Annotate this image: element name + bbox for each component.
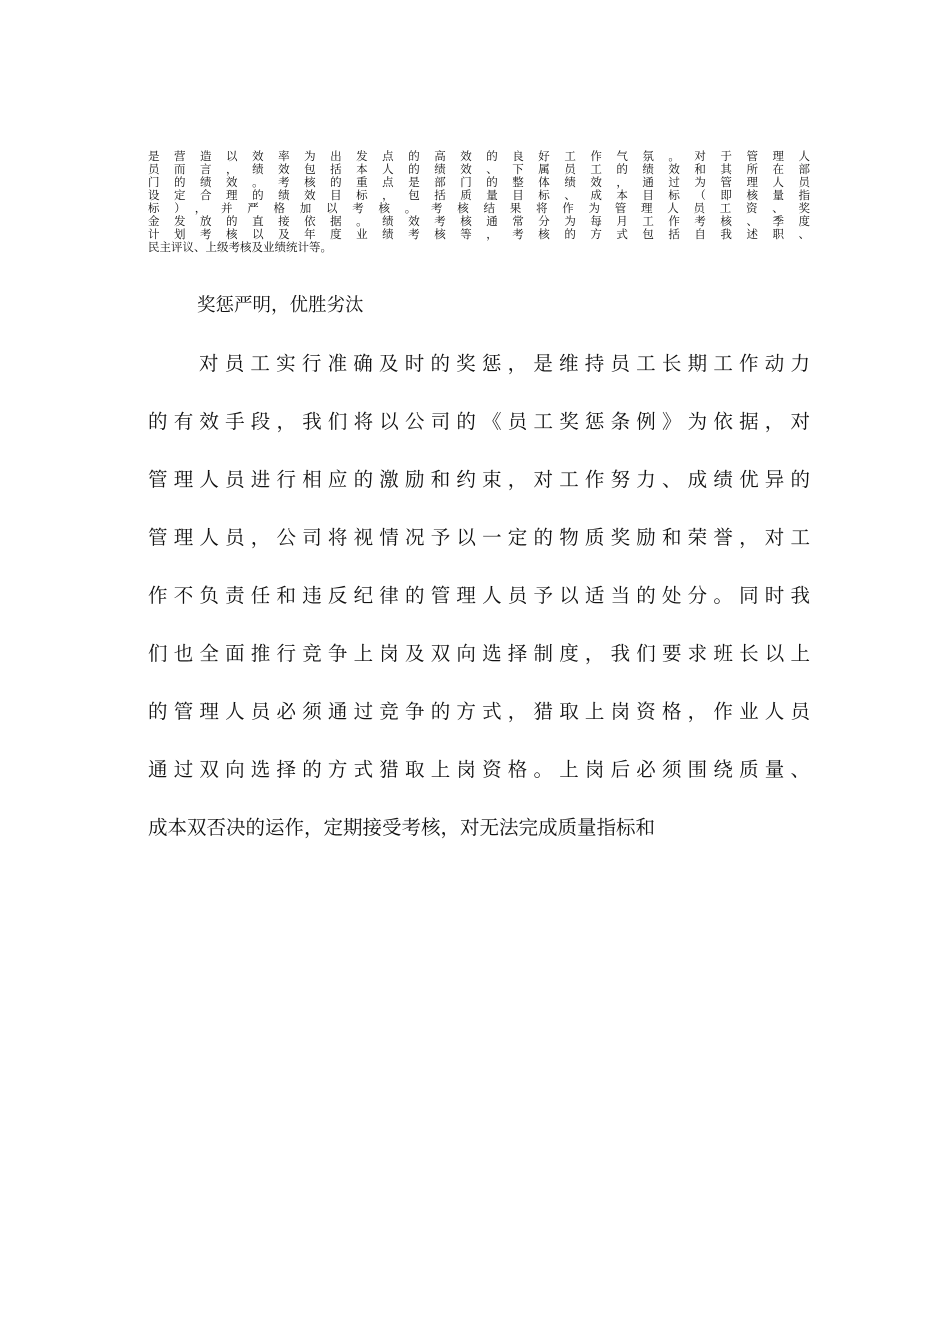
small-paragraph-line: 是营造以效率为出发点的高效的良好工作气氛。对于管理人 bbox=[148, 150, 810, 163]
small-paragraph-line: 门的绩效。考核的重点是部门的整体绩效，通过为管理人员 bbox=[148, 176, 810, 189]
small-paragraph-line: 民主评议、上级考核及业绩统计等。 bbox=[148, 241, 332, 254]
section-heading: 奖惩严明，优胜劣汰 bbox=[197, 295, 364, 316]
body-paragraph-line: 管理人员进行相应的激励和约束，对工作努力、成绩优异的 bbox=[148, 468, 810, 491]
small-paragraph-line: 计划考核以及年度业绩考核等，考核的方式包括自我述职、 bbox=[148, 228, 810, 241]
small-paragraph bbox=[148, 150, 810, 254]
body-paragraph-line: 通过双向选择的方式猎取上岗资格。上岗后必须围绕质量、 bbox=[148, 758, 810, 781]
body-paragraph-line: 们也全面推行竞争上岗及双向选择制度，我们要求班长以上 bbox=[148, 642, 810, 665]
small-paragraph-line: 员而言，绩效包括本人的绩效、下属员工的绩效和其所在部 bbox=[148, 163, 810, 176]
body-paragraph bbox=[148, 349, 810, 871]
small-paragraph-line: 标），并严格加以考核。考核结果将作为管理人员工资、奖 bbox=[148, 202, 810, 215]
body-paragraph-line: 对员工实行准确及时的奖惩，是维持员工长期工作动力 bbox=[199, 352, 810, 375]
body-paragraph-line: 的管理人员必须通过竞争的方式，猎取上岗资格，作业人员 bbox=[148, 700, 810, 723]
body-paragraph-line: 作不负责任和违反纪律的管理人员予以适当的处分。同时我 bbox=[148, 584, 810, 607]
body-paragraph-line: 管理人员，公司将视情况予以一定的物质奖励和荣誉，对工 bbox=[148, 526, 810, 549]
small-paragraph-line: 设定合理的绩效目标，包括质量目标、成本目标（即核量指 bbox=[148, 189, 810, 202]
body-paragraph-line: 的有效手段，我们将以公司的《员工奖惩条例》为依据，对 bbox=[148, 410, 810, 433]
body-paragraph-line: 成本双否决的运作，定期接受考核，对无法完成质量指标和 bbox=[148, 816, 656, 839]
small-paragraph-line: 金发放的直接依据。绩效考核通常分为每月工作考核、季度 bbox=[148, 215, 810, 228]
